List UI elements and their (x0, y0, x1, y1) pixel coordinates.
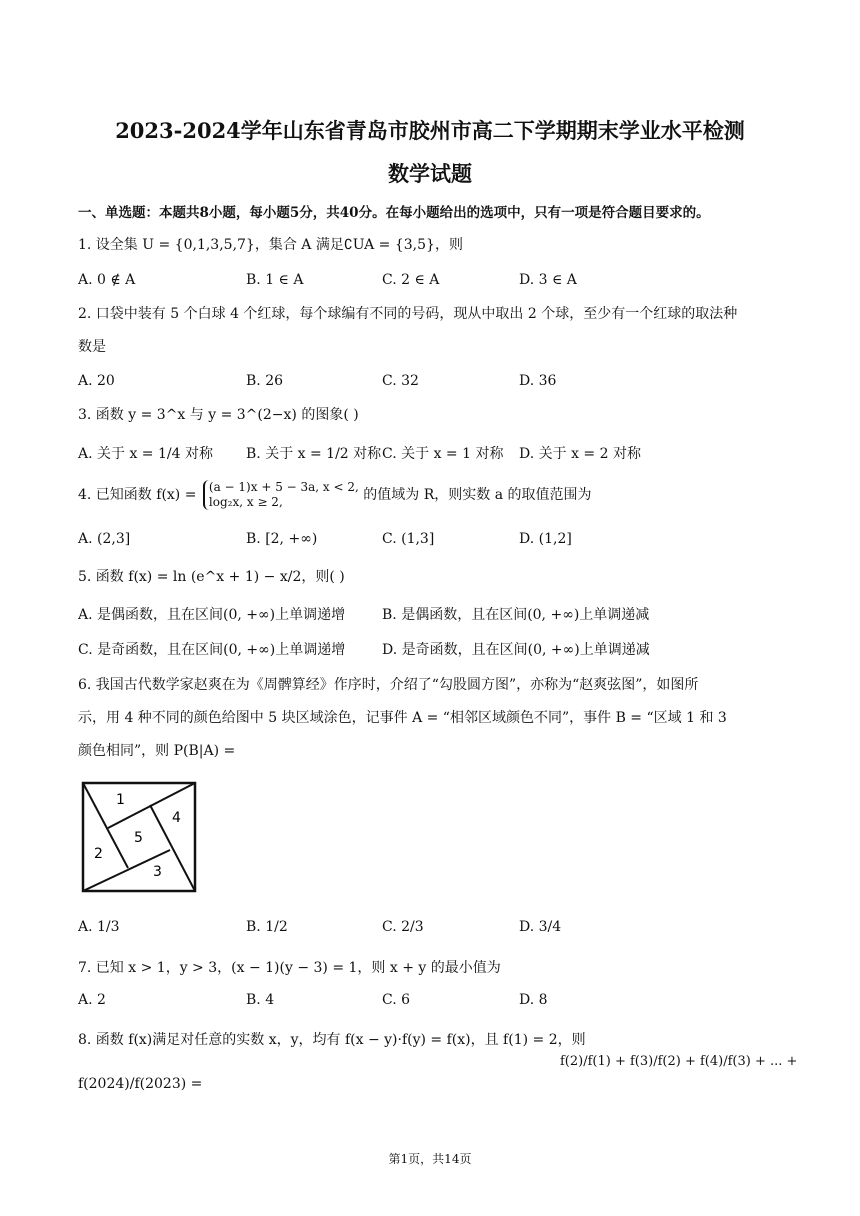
question-6-line1: 6. 我国古代数学家赵爽在为《周髀算经》作序时，介绍了“勾股圆方图”，亦称为“赵爽弦图”，如图所 (78, 677, 699, 693)
q7-option-b: B. 4 (246, 992, 275, 1008)
q3-option-c: C. 关于 x = 1 对称 (382, 446, 504, 462)
q4-option-a: A. (2,3] (78, 531, 131, 547)
q2-option-b: B. 26 (246, 373, 284, 389)
q4-option-c: C. (1,3] (382, 531, 435, 547)
q1-option-c: C. 2 ∈ A (382, 272, 440, 288)
q2-option-a: A. 20 (78, 373, 115, 389)
q7-option-c: C. 6 (382, 992, 411, 1008)
region-label-4: 4 (172, 810, 181, 826)
q5-option-c: C. 是奇函数，且在区间(0, +∞)上单调递增 (78, 642, 346, 658)
q3-option-a: A. 关于 x = 1/4 对称 (78, 446, 213, 462)
q4-piecewise (203, 480, 359, 510)
q2-option-c: C. 32 (382, 373, 419, 389)
q1-option-d: D. 3 ∈ A (519, 272, 577, 288)
question-1-stem: 1. 设全集 U = {0,1,3,5,7}，集合 A 满足∁UA = {3,5}，则 (78, 237, 463, 253)
question-8-sum: f(2)/f(1) + f(3)/f(2) + f(4)/f(3) + ... + (560, 1054, 798, 1069)
q4-case-2: log₂x, x ≥ 2, (208, 495, 283, 509)
question-3-stem: 3. 函数 y = 3^x 与 y = 3^(2−x) 的图象( ) (78, 407, 359, 423)
q7-option-d: D. 8 (519, 992, 548, 1008)
q5-option-a: A. 是偶函数，且在区间(0, +∞)上单调递增 (78, 607, 346, 623)
question-5-stem: 5. 函数 f(x) = ln (e^x + 1) − x/2，则( ) (78, 569, 345, 585)
q4-option-b: B. [2, +∞) (246, 531, 318, 547)
region-label-2: 2 (94, 846, 103, 862)
page-subtitle: 数学试题 (388, 161, 472, 186)
q3-option-b: B. 关于 x = 1/2 对称 (246, 446, 382, 462)
section-heading: 一、单选题：本题共8小题，每小题5分，共40分。在每小题给出的选项中，只有一项是符合题目要求的。 (78, 205, 710, 221)
q5-option-d: D. 是奇函数，且在区间(0, +∞)上单调递减 (382, 642, 650, 658)
page-title: 2023-2024学年山东省青岛市胶州市高二下学期期末学业水平检测 (115, 118, 745, 143)
q4-case-1: (a − 1)x + 5 − 3a, x < 2, (208, 480, 359, 494)
page-footer: 第1页，共14页 (388, 1152, 472, 1166)
q5-option-b: B. 是偶函数，且在区间(0, +∞)上单调递减 (382, 607, 650, 623)
q3-option-d: D. 关于 x = 2 对称 (519, 446, 641, 462)
region-label-3: 3 (153, 864, 162, 880)
zhao-shuang-figure (80, 780, 200, 895)
q2-option-d: D. 36 (519, 373, 557, 389)
q6-option-c: C. 2/3 (382, 919, 424, 935)
question-7-stem: 7. 已知 x > 1，y > 3，(x − 1)(y − 3) = 1，则 x + y 的最小值为 (78, 960, 501, 976)
q4-option-d: D. (1,2] (519, 531, 572, 547)
q7-option-a: A. 2 (78, 992, 106, 1008)
q4-suffix: 的值域为 R，则实数 a 的取值范围为 (363, 487, 592, 503)
question-4-stem (78, 480, 592, 510)
question-8-line2: f(2024)/f(2023) = (78, 1076, 203, 1092)
q1-option-a: A. 0 ∉ A (78, 272, 136, 288)
question-6-line3: 颜色相同”，则 P(B|A) = (78, 743, 236, 759)
question-2-stem-line2: 数是 (78, 339, 106, 355)
question-6-line2: 示，用 4 种不同的颜色给图中 5 块区域涂色，记事件 A = “相邻区域颜色不同”，事件 B = “区域 1 和 3 (78, 710, 727, 726)
q6-option-a: A. 1/3 (78, 919, 120, 935)
question-2-stem-line1: 2. 口袋中装有 5 个白球 4 个红球，每个球编有不同的号码，现从中取出 2 个球，至少有一个红球的取法种 (78, 306, 738, 322)
region-label-1: 1 (116, 792, 125, 808)
region-label-5: 5 (134, 830, 143, 846)
q1-option-b: B. 1 ∈ A (246, 272, 304, 288)
question-8-stem: 8. 函数 f(x)满足对任意的实数 x，y，均有 f(x − y)·f(y) = f(x)，且 f(1) = 2，则 (78, 1032, 586, 1048)
q6-option-d: D. 3/4 (519, 919, 562, 935)
q4-prefix: 4. 已知函数 f(x) = (78, 487, 197, 503)
q6-option-b: B. 1/2 (246, 919, 288, 935)
